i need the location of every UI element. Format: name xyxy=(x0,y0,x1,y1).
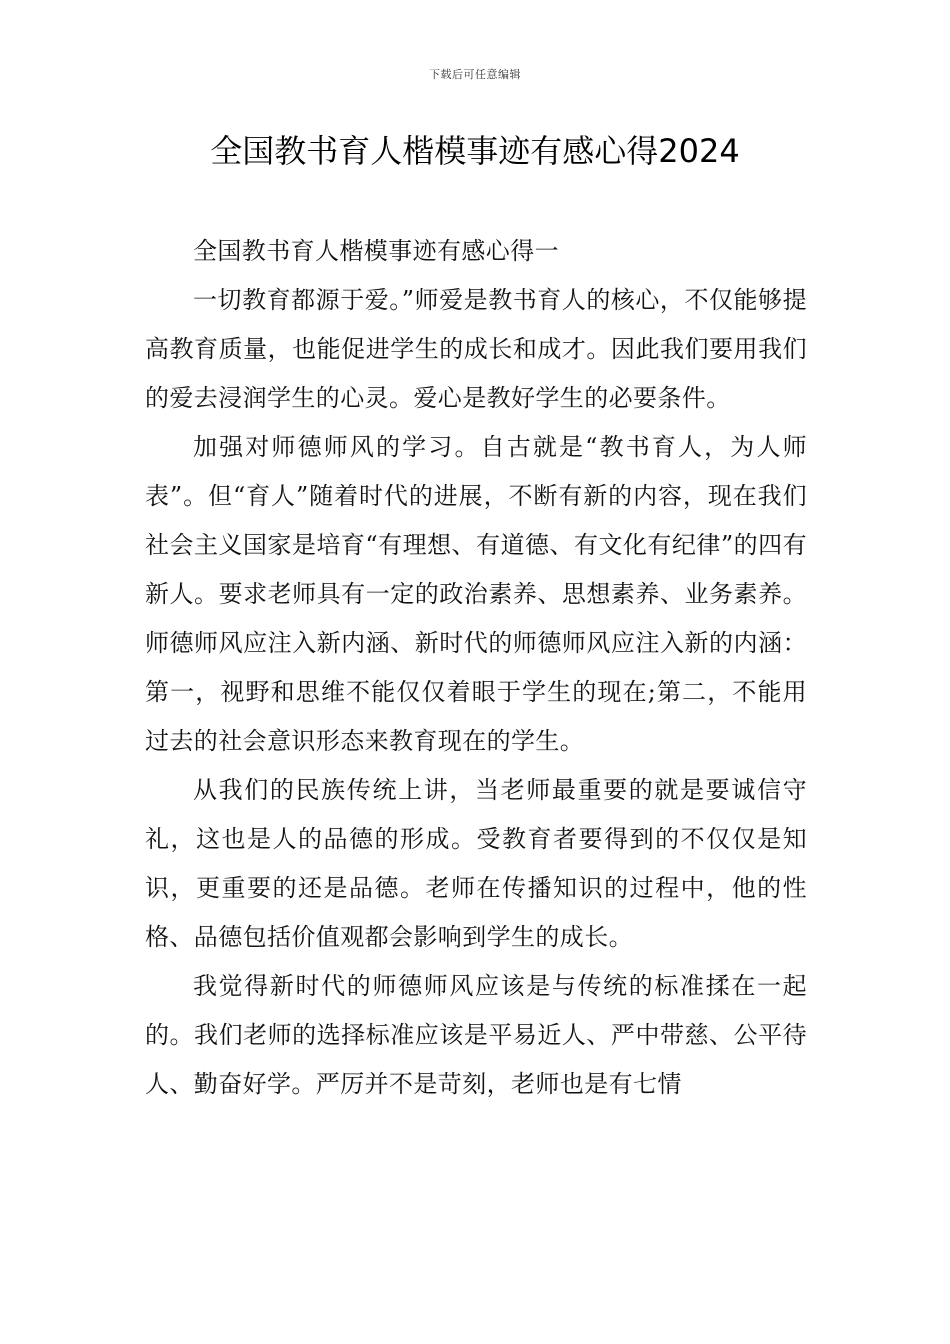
paragraph: 加强对师德师风的学习。自古就是“教书育人，为人师表”。但“育人”随着时代的进展，不断有新的内容，现在我们社会主义国家是培育“有理想、有道德、有文化有纪律”的四有新人。要求老师具有一定的政治素养、思想素养、业务素养。师德师风应注入新内涵、新时代的师德师风应注入新的内涵：第一，视野和思维不能仅仅着眼于学生的现在;第二，不能用过去的社会意识形态来教育现在的学生。 xyxy=(145,433,807,755)
document-body xyxy=(145,227,807,1109)
paragraph: 我觉得新时代的师德师风应该是与传统的标准揉在一起的。我们老师的选择标准应该是平易近人、严中带慈、公平待人、勤奋好学。严厉并不是苛刻，老师也是有七情 xyxy=(145,972,807,1098)
header-note: 下载后可任意编辑 xyxy=(429,68,521,81)
document-title: 全国教书育人楷模事迹有感心得2024 xyxy=(210,132,740,170)
section-heading: 全国教书育人楷模事迹有感心得一 xyxy=(193,237,559,265)
paragraph: 从我们的民族传统上讲，当老师最重要的就是要诚信守礼，这也是人的品德的形成。受教育者要得到的不仅仅是知识，更重要的还是品德。老师在传播知识的过程中，他的性格、品德包括价值观都会影响到学生的成长。 xyxy=(145,776,807,951)
paragraph: 一切教育都源于爱。”师爱是教书育人的核心，不仅能够提高教育质量，也能促进学生的成长和成才。因此我们要用我们的爱去浸润学生的心灵。爱心是教好学生的必要条件。 xyxy=(145,286,807,412)
